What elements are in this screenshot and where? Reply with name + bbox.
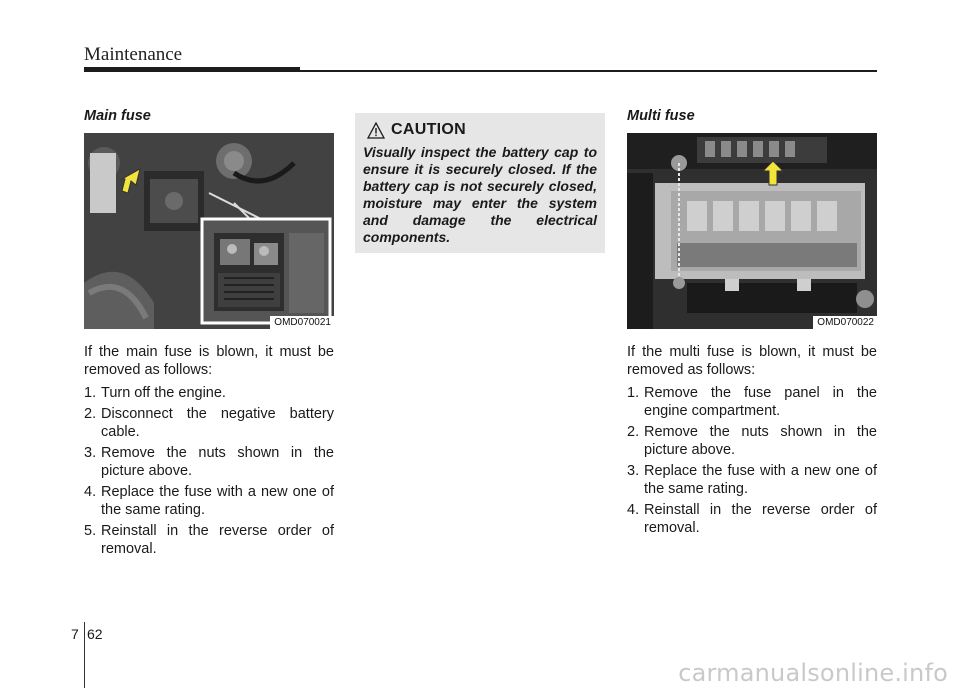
photo-reference-code: OMD070022 [813, 316, 877, 329]
caution-header [367, 121, 597, 139]
multi-fuse-steps [627, 384, 877, 537]
header-rule-thick [84, 67, 300, 72]
header-rule-thin [300, 70, 877, 72]
main-fuse-steps [84, 384, 334, 558]
main-fuse-photo [84, 133, 334, 329]
list-item: 4. Replace the fuse with a new one of the same rating. [84, 484, 334, 518]
page-number: 62 [87, 626, 103, 642]
list-item: 2. Remove the nuts shown in the picture above. [627, 424, 877, 458]
chapter-number: 7 [71, 626, 79, 642]
main-fuse-title: Main fuse [84, 108, 151, 124]
multi-fuse-photo [627, 133, 877, 329]
caution-text: Visually inspect the battery cap to ensure it is securely closed. If the battery cap is not securely closed, moisture may enter the system and damage the electrical components. [363, 144, 597, 245]
multi-fuse-title: Multi fuse [627, 108, 695, 124]
warning-triangle-icon [367, 122, 385, 139]
list-item: 3. Remove the nuts shown in the picture above. [84, 445, 334, 479]
photo-reference-code: OMD070021 [270, 316, 334, 329]
fuse-box-illustration [627, 133, 877, 329]
header-title: Maintenance [84, 44, 183, 65]
footer-divider [84, 622, 85, 688]
caution-title: CAUTION [391, 121, 466, 138]
main-fuse-section [84, 108, 334, 561]
list-item: 1. Turn off the engine. [84, 385, 226, 401]
main-fuse-intro: If the main fuse is blown, it must be removed as follows: [84, 344, 334, 378]
caution-box [355, 113, 605, 253]
multi-fuse-section [627, 108, 877, 540]
list-item: 1. Remove the fuse panel in the engine compartment. [627, 385, 877, 419]
engine-bay-illustration [84, 133, 334, 329]
list-item: 3. Replace the fuse with a new one of the same rating. [627, 463, 877, 497]
watermark: carmanualsonline.info [678, 659, 948, 687]
list-item: 4. Reinstall in the reverse order of removal. [627, 502, 877, 536]
multi-fuse-intro: If the multi fuse is blown, it must be removed as follows: [627, 344, 877, 378]
list-item: 5. Reinstall in the reverse order of removal. [84, 523, 334, 557]
list-item: 2. Disconnect the negative battery cable. [84, 406, 334, 440]
